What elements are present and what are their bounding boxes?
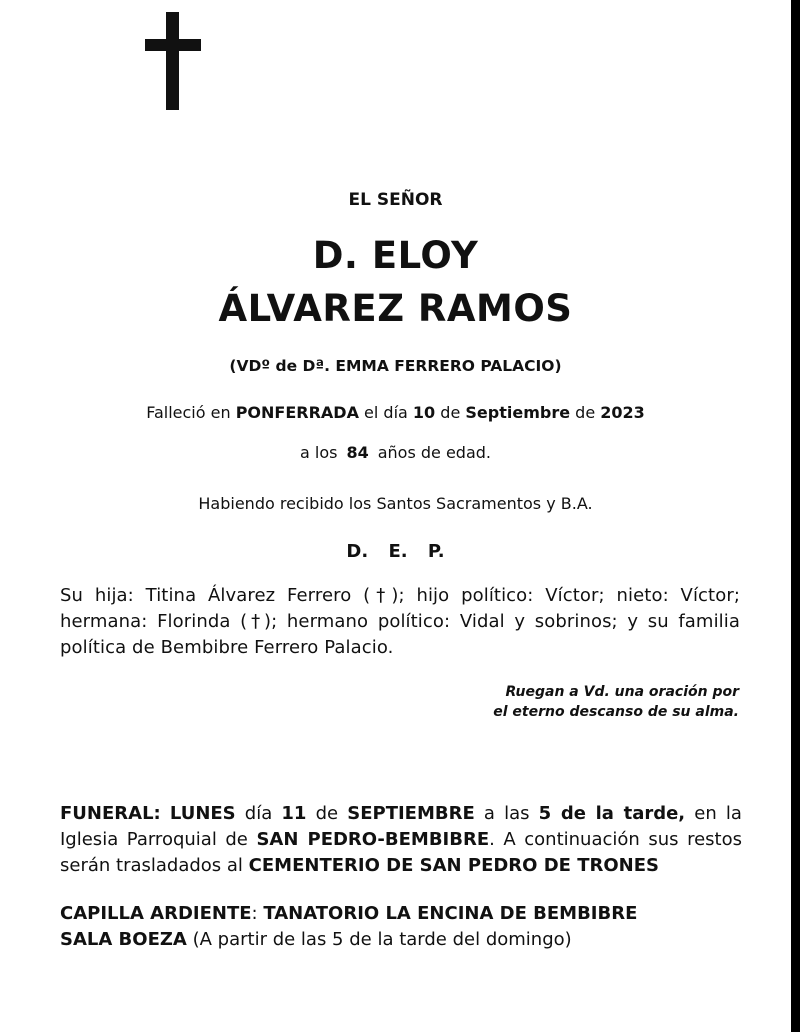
prayer-line2: el eterno descanso de su alma. (493, 704, 739, 720)
funeral-text5: . A continuación sus restos serán trasladados al (60, 829, 742, 876)
honorific: EL SEÑOR (348, 190, 443, 210)
age-years: 84 (346, 443, 369, 462)
funeral-text2: de (315, 803, 339, 824)
chapel-note: (A partir de las 5 de la tarde del domingo) (192, 929, 572, 950)
family-paragraph: Su hija: Titina Álvarez Ferrero (†); hijo político: Víctor; nieto: Víctor; hermana: Florinda (†); hermano político: Vidal y sobrinos; y su familia política de Bembibre Ferrero Palacio. (60, 585, 740, 658)
age-suffix: años de edad. (377, 443, 492, 462)
funeral-text1: día (244, 803, 273, 824)
deceased-name-line2: ÁLVAREZ RAMOS (218, 287, 573, 330)
prayer-line1: Ruegan a Vd. una oración por (505, 684, 739, 700)
sacraments-text: Habiendo recibido los Santos Sacramentos y B.A. (198, 494, 593, 513)
funeral-label: FUNERAL: (60, 803, 161, 824)
chapel-place: TANATORIO LA ENCINA DE BEMBIBRE (263, 903, 638, 924)
death-of1: de (440, 403, 461, 422)
funeral-paragraph (60, 801, 742, 879)
widower-of: (VDº de Dª. EMMA FERRERO PALACIO) (229, 357, 562, 375)
death-place: PONFERRADA (235, 403, 359, 422)
funeral-weekday: LUNES (169, 803, 236, 824)
funeral-month: SEPTIEMBRE (347, 803, 475, 824)
death-info (0, 403, 791, 422)
funeral-cemetery: CEMENTERIO DE SAN PEDRO DE TRONES (248, 855, 660, 876)
chapel-line1 (60, 901, 742, 927)
chapel-info (60, 901, 742, 953)
chapel-line2 (60, 927, 742, 953)
funeral-text4: en la Iglesia Parroquial de (60, 803, 742, 850)
death-month: Septiembre (465, 403, 571, 422)
age-info (0, 443, 791, 462)
chapel-sep: : (251, 903, 258, 924)
chapel-room: SALA BOEZA (60, 929, 187, 950)
funeral-church: SAN PEDRO-BEMBIBRE (256, 829, 490, 850)
death-day: 10 (412, 403, 436, 422)
deceased-name-line1: D. ELOY (312, 234, 479, 277)
death-prefix: Falleció en (146, 403, 231, 422)
death-year: 2023 (600, 403, 645, 422)
death-of2: de (575, 403, 596, 422)
death-day-prefix: el día (364, 403, 408, 422)
age-prefix: a los (299, 443, 338, 462)
dep-text: D. E. P. (346, 541, 445, 562)
funeral-day: 11 (281, 803, 307, 824)
funeral-text3: a las (483, 803, 530, 824)
chapel-label: CAPILLA ARDIENTE (60, 903, 252, 924)
prayer-request (439, 682, 739, 722)
cross-icon (145, 12, 201, 110)
funeral-time: 5 de la tarde, (538, 803, 686, 824)
